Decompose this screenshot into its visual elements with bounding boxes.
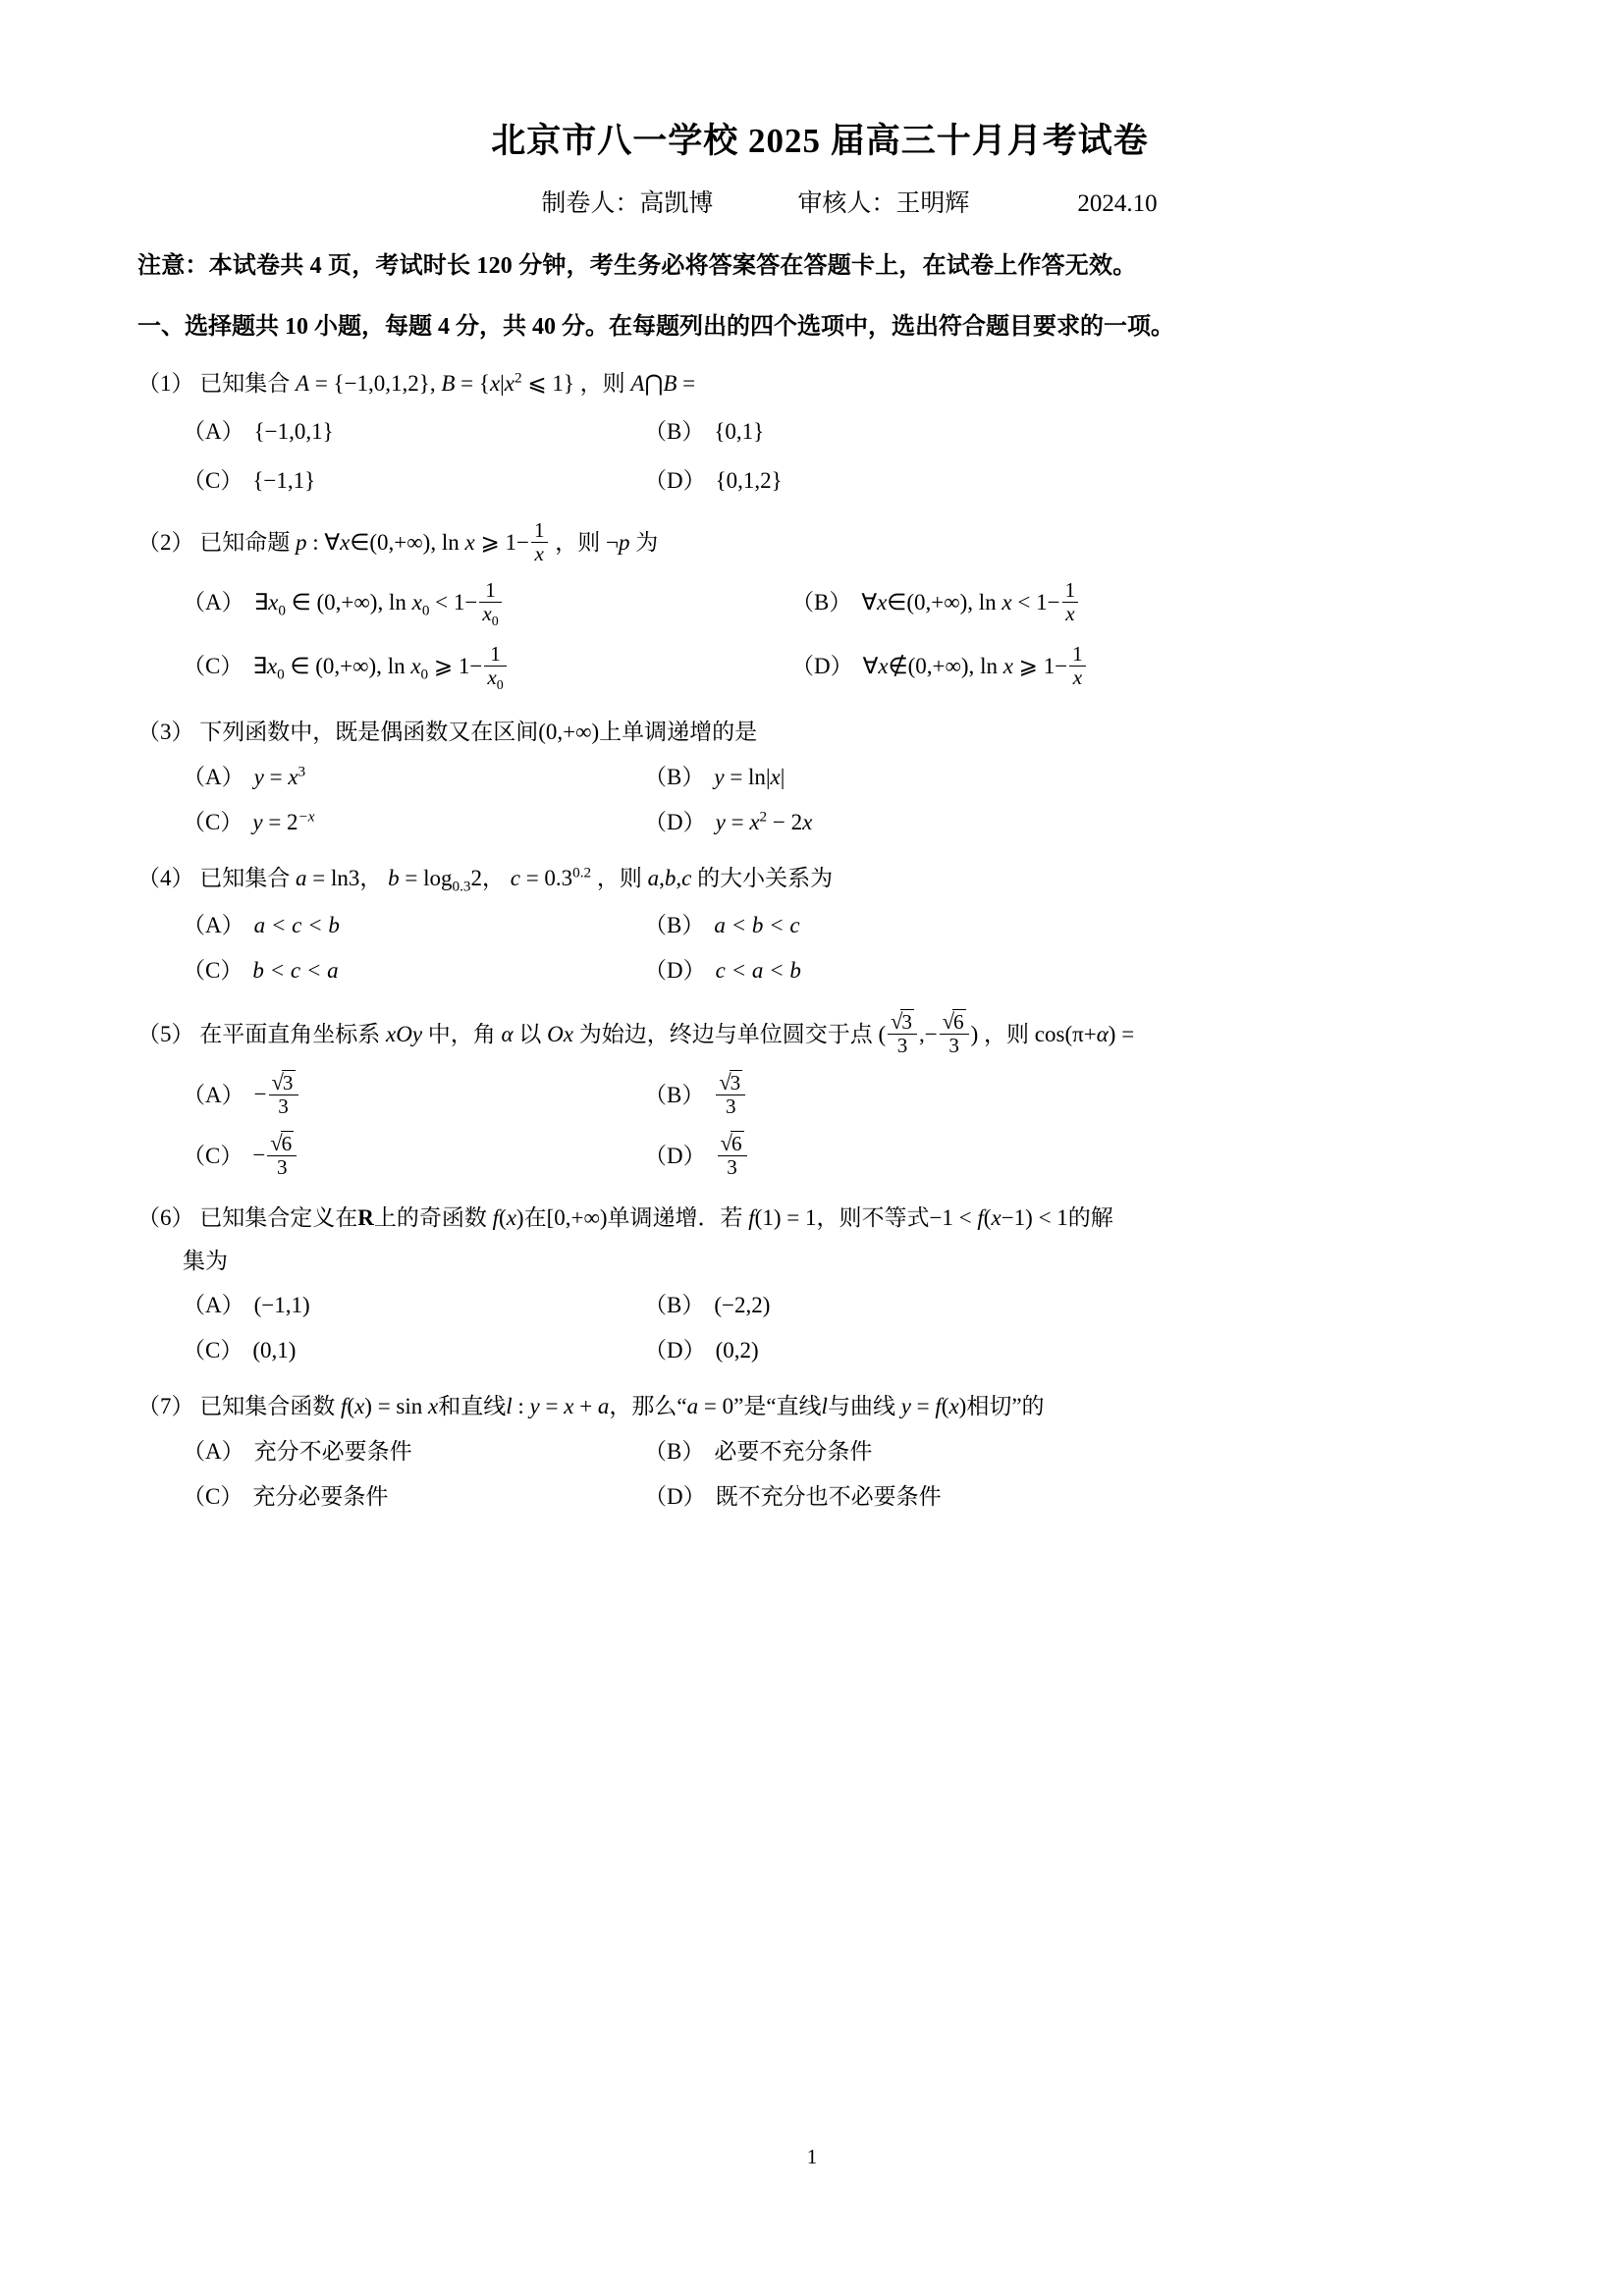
option-3-c[interactable]: （C） $y = 2^{-x}$ — [137, 805, 599, 840]
option-6-a[interactable]: （A） (−1,1) — [183, 1293, 310, 1318]
option-5-d-formula: $\frac{√6}{3}$ — [716, 1132, 749, 1179]
question-7-line: l : y = x + a — [506, 1394, 610, 1419]
question-7-function: f(x) = sin x — [341, 1394, 439, 1419]
option-row — [137, 1288, 1502, 1323]
option-3-b-formula: y = ln|x| — [714, 765, 785, 790]
option-2-c[interactable]: （C） $\exists x_0$ ∈ (0,+∞), $\ln x_0$ ⩾ 1− $\frac{1}{x_0}$ — [137, 643, 746, 693]
option-row — [137, 805, 1502, 840]
section-one-heading: 一、选择题共 10 小题，每题 4 分，共 40 分。在每题列出的四个选项中，选出符合题目要求的一项。 — [137, 313, 1174, 340]
option-5-b-formula: $\frac{√3}{3}$ — [714, 1071, 747, 1118]
question-1 — [137, 366, 1502, 499]
question-2-text-b: ，则 — [555, 530, 601, 556]
question-6-text-d: 在 — [523, 1204, 547, 1230]
option-4-b[interactable]: （B） a < b < c — [644, 913, 800, 938]
question-7-text-g: 相切”的 — [966, 1394, 1045, 1419]
option-2-c-formula: $\exists x_0$ ∈ (0,+∞), $\ln x_0$ ⩾ 1− $\frac{1}{x_0}$ — [252, 643, 508, 693]
question-7-text-b: 函数 — [290, 1394, 336, 1419]
question-6-text-e: 单调递增．若 — [607, 1204, 743, 1230]
option-5-c[interactable]: （C） − $\frac{√6}{3}$ — [137, 1132, 599, 1179]
question-7-options — [137, 1434, 1502, 1514]
option-3-a[interactable]: （A） $y = x^3$ — [137, 760, 599, 795]
option-row — [137, 1434, 1502, 1469]
question-4-stem — [137, 861, 1502, 898]
page-content — [137, 116, 1502, 1514]
option-5-d[interactable]: （D） $\frac{√6}{3}$ — [599, 1132, 1060, 1179]
option-1-c[interactable]: （C） {−1,1} — [183, 467, 316, 493]
question-7-text-f: 与曲线 — [827, 1394, 895, 1419]
question-3-text: 下列函数中，既是偶函数又在区间(0,+∞)上单调递增的是 — [199, 720, 758, 745]
option-4-d[interactable]: （D） c < a < b — [644, 958, 801, 984]
option-row — [137, 1479, 1502, 1515]
question-6-inequality: −1 < f(x−1) < 1 — [929, 1204, 1068, 1230]
question-6 — [137, 1201, 1502, 1368]
question-5-text-c: 以 — [518, 1021, 542, 1046]
question-6-fx: f(x) — [492, 1204, 524, 1230]
option-row — [137, 579, 1502, 629]
question-4-vars: a,b,c — [647, 866, 692, 891]
question-7-text-e: ”是“直线 — [733, 1394, 822, 1419]
question-5-text-e: ，则 — [984, 1021, 1030, 1046]
option-1-b[interactable]: （B） {0,1} — [644, 419, 765, 445]
question-3-stem — [137, 715, 1502, 750]
option-2-d[interactable]: （D） ∀x∉(0,+∞), ln x ⩾ 1− $\frac{1}{x}$ — [746, 643, 1355, 689]
question-6-number: （6） — [137, 1204, 194, 1230]
option-row — [137, 908, 1502, 943]
question-5-axes: xOy — [386, 1021, 423, 1046]
question-7-line-l: l — [821, 1394, 828, 1419]
question-2-number: （2） — [137, 530, 194, 556]
question-2-negation: ¬p — [606, 530, 630, 556]
option-2-a[interactable]: （A） $\exists x_0$ ∈ (0,+∞), $\ln x_0 < 1-$ $\frac{1}{x_0}$ — [137, 579, 746, 629]
option-2-d-formula: ∀x∉(0,+∞), ln x ⩾ 1− $\frac{1}{x}$ — [863, 643, 1088, 689]
option-row — [137, 643, 1502, 693]
question-1-number: （1） — [137, 370, 194, 396]
question-4 — [137, 861, 1502, 988]
question-3-options — [137, 760, 1502, 839]
question-1-formula-tail: A⋂B = — [630, 370, 696, 396]
option-3-c-formula: $y = 2^{-x}$ — [252, 808, 315, 834]
option-6-b[interactable]: （B） (−2,2) — [644, 1293, 771, 1318]
option-row — [137, 1071, 1502, 1118]
question-6-set-r: R — [357, 1204, 374, 1230]
question-4-text-c: 的大小关系为 — [697, 866, 834, 891]
question-5-text-d: 为始边，终边与单位圆交于点 — [578, 1021, 873, 1046]
page-title: 北京市八一学校 2025 届高三十月月考试卷 — [491, 122, 1149, 160]
option-7-c[interactable]: （C） 充分必要条件 — [183, 1483, 389, 1509]
question-1-formula: A = {−1,0,1,2}, $B = \{x|x^2$ ⩽ 1} — [296, 368, 574, 396]
question-4-number: （4） — [137, 866, 194, 891]
question-2 — [137, 519, 1502, 693]
paper-checker: 审核人：王明辉 — [797, 189, 970, 217]
question-7-text-c: 和直线 — [438, 1394, 507, 1419]
question-7-curve: y = f(x) — [900, 1394, 967, 1419]
question-2-stem — [137, 519, 1502, 565]
question-6-f1: f(1) = 1 — [748, 1204, 817, 1230]
option-row — [137, 760, 1502, 795]
option-1-a[interactable]: （A） {−1,0,1} — [183, 419, 334, 445]
question-1-text-b: ，则 — [579, 370, 625, 396]
question-4-text-b: ，则 — [596, 866, 642, 891]
question-5-stem — [137, 1010, 1502, 1057]
question-7-condition: a = 0 — [686, 1394, 734, 1419]
option-7-a[interactable]: （A） 充分不必要条件 — [183, 1439, 412, 1465]
question-2-text-c: 为 — [635, 530, 659, 556]
option-row — [137, 1333, 1502, 1368]
option-6-c[interactable]: （C） (0,1) — [183, 1337, 297, 1362]
option-6-d[interactable]: （D） (0,2) — [644, 1337, 759, 1362]
question-6-text-a: 已知集合 — [199, 1204, 291, 1230]
option-4-a[interactable]: （A） a < c < b — [183, 913, 340, 938]
exam-notice: 注意：本试卷共 4 页，考试时长 120 分钟，考生务必将答案答在答题卡上，在试卷上作答无效。 — [137, 252, 1137, 279]
question-6-stem — [137, 1201, 1502, 1236]
question-6-stem-line2: 集为 — [183, 1248, 228, 1273]
question-5-options — [137, 1071, 1502, 1179]
question-5-expression: cos(π+α) = — [1034, 1021, 1135, 1046]
question-5-ox: Ox — [547, 1021, 573, 1046]
option-5-b[interactable]: （B） $\frac{√3}{3}$ — [599, 1071, 1060, 1118]
option-row — [137, 414, 1502, 450]
question-2-options — [137, 579, 1502, 693]
question-6-interval: [0,+∞) — [546, 1204, 608, 1230]
question-6-text-f: ，则不等式 — [816, 1204, 930, 1230]
option-7-b[interactable]: （B） 必要不充分条件 — [644, 1439, 873, 1465]
question-5-alpha: α — [501, 1021, 514, 1046]
option-row — [137, 1132, 1502, 1179]
page-number: 1 — [806, 2145, 818, 2168]
option-5-a-formula: − $\frac{√3}{3}$ — [254, 1071, 300, 1118]
question-3-number: （3） — [137, 720, 194, 745]
option-row — [137, 953, 1502, 988]
paper-date: 2024.10 — [1077, 189, 1158, 217]
option-1-d[interactable]: （D） {0,1,2} — [644, 467, 783, 493]
option-5-a[interactable]: （A） − $\frac{√3}{3}$ — [137, 1071, 599, 1118]
option-7-d[interactable]: （D） 既不充分也不必要条件 — [644, 1483, 942, 1509]
question-7-text-a: 已知集合 — [199, 1394, 291, 1419]
question-5 — [137, 1010, 1502, 1179]
option-5-c-formula: − $\frac{√6}{3}$ — [252, 1132, 298, 1179]
question-5-point: ( $\frac{√3}{3}$ ,− $\frac{√6}{3}$ ) — [878, 1008, 979, 1057]
question-7-number: （7） — [137, 1394, 194, 1419]
question-1-text-a: 已知集合 — [199, 370, 291, 396]
question-4-formula: a = ln3， $b = \log_{0.3}2$， $c = 0.3^{0.2}$ — [296, 864, 592, 895]
option-2-b[interactable]: （B） ∀x∈(0,+∞), ln x < 1− $\frac{1}{x}$ — [746, 579, 1355, 625]
byline — [137, 184, 1502, 219]
question-2-text-a: 已知命题 — [199, 530, 291, 556]
option-3-d-formula: $y = x^2 - 2x$ — [715, 808, 813, 834]
question-3 — [137, 715, 1502, 839]
question-5-text-a: 在平面直角坐标系 — [199, 1021, 381, 1046]
question-1-stem — [137, 366, 1502, 401]
question-1-options — [137, 414, 1502, 498]
question-6-text-g: 的解 — [1067, 1204, 1113, 1230]
question-6-options — [137, 1288, 1502, 1367]
option-2-b-formula: ∀x∈(0,+∞), ln x < 1− $\frac{1}{x}$ — [861, 579, 1080, 625]
question-5-number: （5） — [137, 1021, 194, 1046]
question-7 — [137, 1389, 1502, 1514]
question-4-options — [137, 908, 1502, 988]
question-6-text-b: 定义在 — [290, 1204, 358, 1230]
option-4-c[interactable]: （C） b < c < a — [183, 958, 339, 984]
option-3-b[interactable]: （B） y = ln|x| — [599, 760, 1060, 795]
paper-maker: 制卷人：高凯博 — [541, 189, 714, 217]
question-6-text-c: 上的奇函数 — [373, 1204, 487, 1230]
question-7-text-d: ，那么“ — [609, 1394, 687, 1419]
option-3-d[interactable]: （D） $y = x^2 - 2x$ — [599, 805, 1060, 840]
option-3-a-formula: $y = x^3$ — [253, 763, 306, 790]
option-2-a-formula: $\exists x_0$ ∈ (0,+∞), $\ln x_0 < 1-$ $\frac{1}{x_0}$ — [254, 579, 504, 629]
question-5-text-b: 中，角 — [427, 1021, 496, 1046]
question-2-formula: p : ∀x∈(0,+∞), ln x ⩾ 1− $\frac{1}{x}$ — [296, 530, 555, 555]
option-row — [137, 463, 1502, 499]
question-4-text-a: 已知集合 — [199, 866, 291, 891]
question-7-stem — [137, 1389, 1502, 1424]
